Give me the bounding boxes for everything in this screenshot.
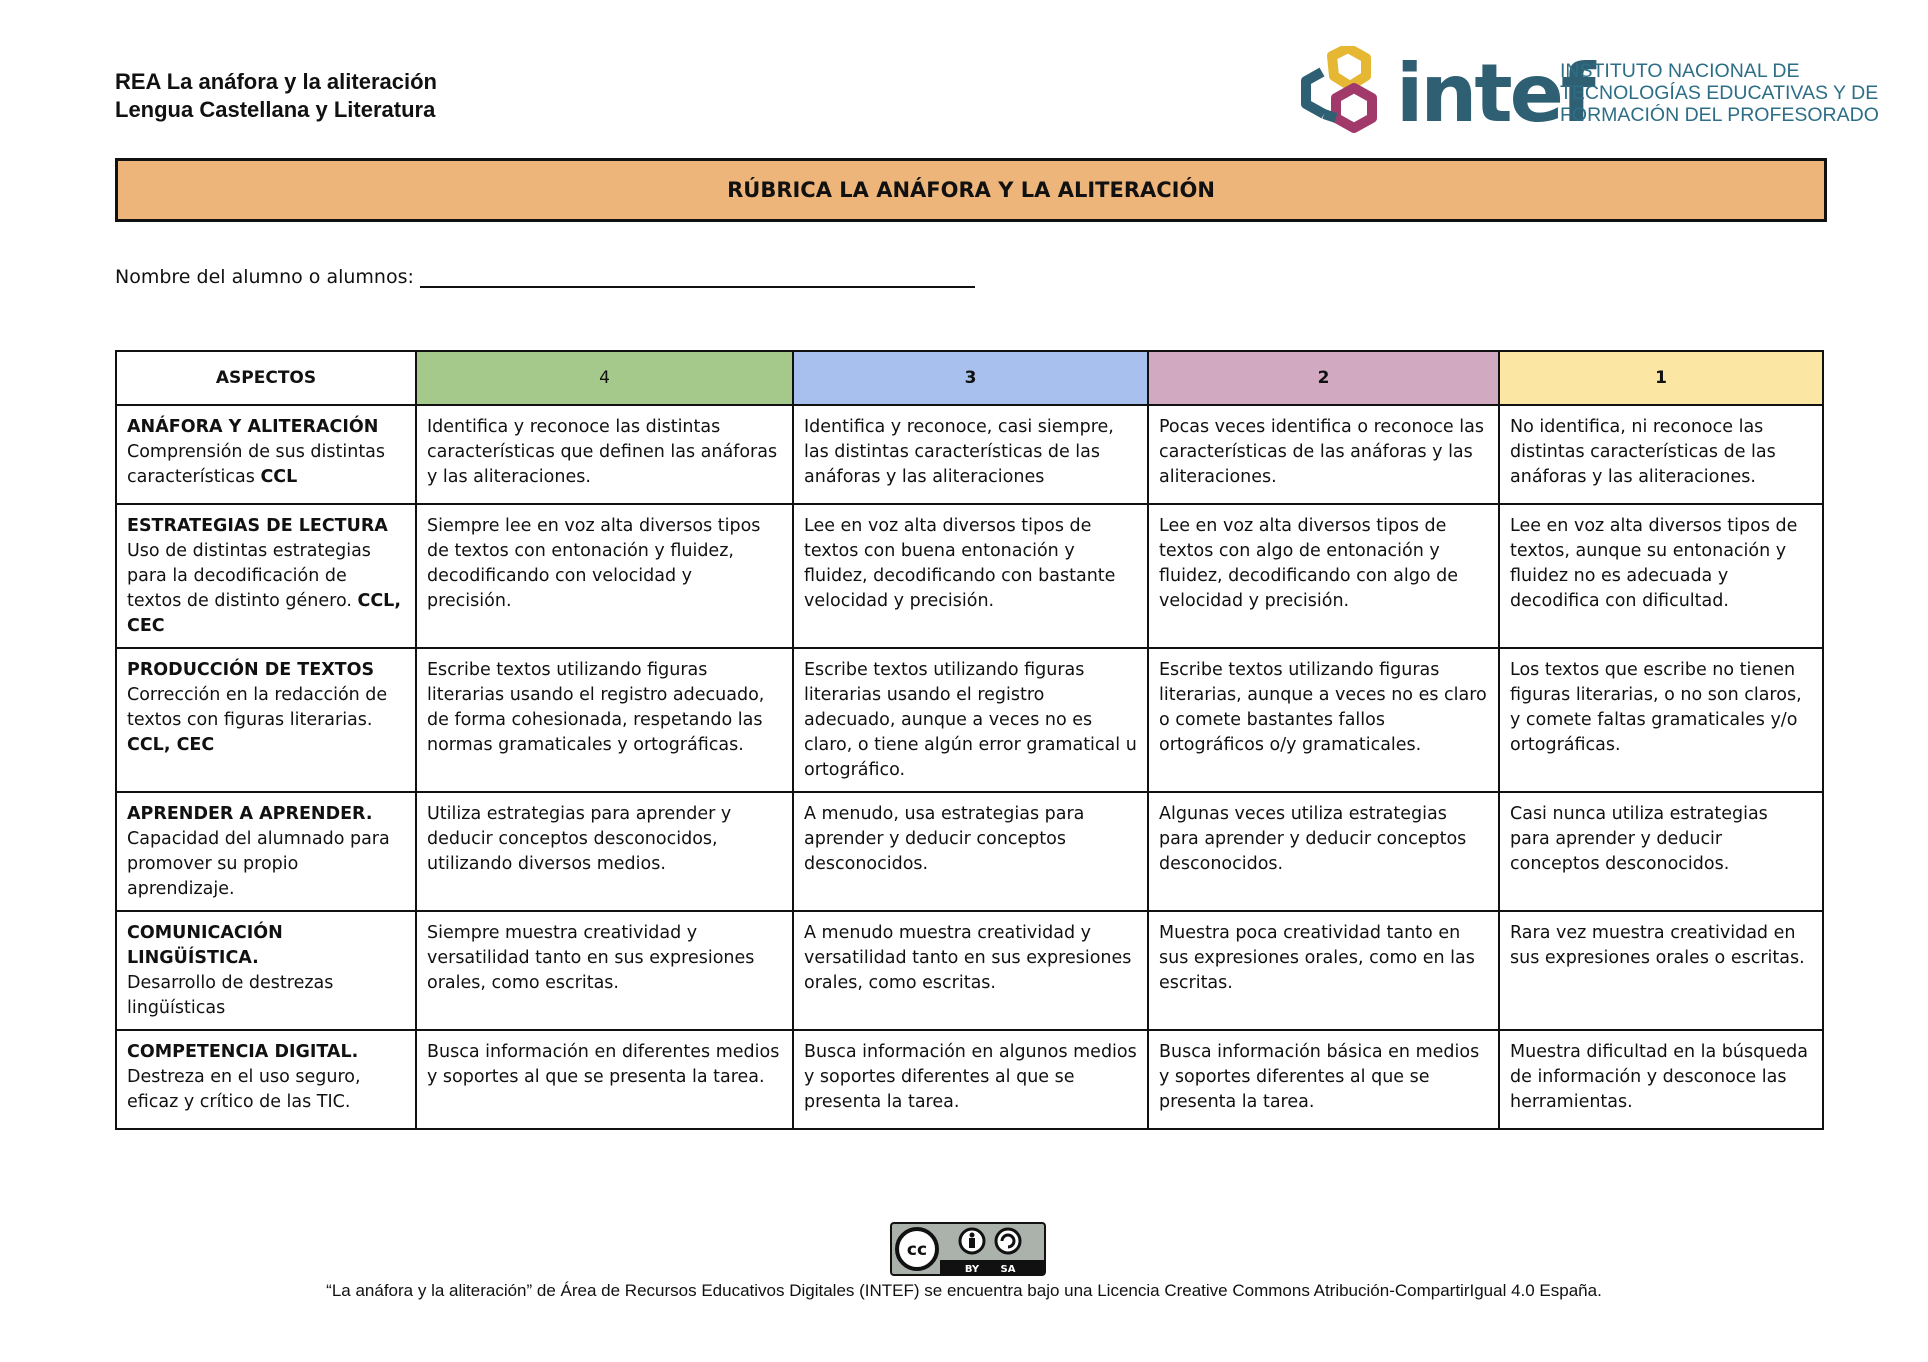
intef-line-2: TECNOLOGÍAS EDUCATIVAS Y DE xyxy=(1560,82,1879,104)
level-4-cell: Busca información en diferentes medios y soportes al que se presenta la tarea. xyxy=(416,1030,793,1129)
level-1-cell: Los textos que escribe no tienen figuras literarias, o no son claros, y comete faltas gramaticales y/o ortográficas. xyxy=(1499,648,1823,792)
aspect-competences: CCL, CEC xyxy=(127,591,401,636)
student-name-label: Nombre del alumno o alumnos: xyxy=(115,266,414,288)
level-2-cell: Lee en voz alta diversos tipos de textos con algo de entonación y fluidez, decodificando con algo de velocidad y precisión. xyxy=(1148,504,1499,648)
intef-institution-name xyxy=(1560,60,1879,126)
level-1-cell: Lee en voz alta diversos tipos de textos, aunque su entonación y fluidez no es adecuada y decodifica con dificultad. xyxy=(1499,504,1823,648)
header-level-2: 2 xyxy=(1148,351,1499,405)
level-2-cell: Pocas veces identifica o reconoce las características de las anáforas y las aliteraciones. xyxy=(1148,405,1499,504)
sa-share-alike-icon xyxy=(996,1229,1020,1253)
level-4-cell: Siempre lee en voz alta diversos tipos de textos con entonación y fluidez, decodificando con velocidad y precisión. xyxy=(416,504,793,648)
aspect-title: ANÁFORA Y ALITERACIÓN xyxy=(127,417,379,437)
aspect-cell xyxy=(116,648,416,792)
table-row xyxy=(116,792,1823,911)
rubric-title: RÚBRICA LA ANÁFORA Y LA ALITERACIÓN xyxy=(115,158,1827,222)
header-level-4: 4 xyxy=(416,351,793,405)
aspect-title: PRODUCCIÓN DE TEXTOS xyxy=(127,660,375,680)
intef-line-1: INSTITUTO NACIONAL DE xyxy=(1560,60,1800,82)
aspect-cell xyxy=(116,792,416,911)
level-2-cell: Algunas veces utiliza estrategias para aprender y deducir conceptos desconocidos. xyxy=(1148,792,1499,911)
level-3-cell: Escribe textos utilizando figuras literarias usando el registro adecuado, aunque a veces no es claro, o tiene algún error gramatical u ortográfico. xyxy=(793,648,1148,792)
header-aspectos: ASPECTOS xyxy=(116,351,416,405)
aspect-title: COMUNICACIÓN LINGÜÍSTICA. xyxy=(127,923,283,968)
level-2-cell: Busca información básica en medios y soportes diferentes al que se presenta la tarea. xyxy=(1148,1030,1499,1129)
aspect-title: APRENDER A APRENDER. xyxy=(127,804,373,824)
cc-by-sa-badge[interactable] xyxy=(890,1222,1046,1276)
aspect-description: Corrección en la redacción de textos con figuras literarias. xyxy=(127,685,388,730)
level-3-cell: Identifica y reconoce, casi siempre, las distintas características de las anáforas y las aliteraciones xyxy=(793,405,1148,504)
table-row xyxy=(116,504,1823,648)
header-title: REA La anáfora y la aliteración xyxy=(115,69,437,94)
table-row xyxy=(116,911,1823,1030)
level-3-cell: A menudo, usa estrategias para aprender y deducir conceptos desconocidos. xyxy=(793,792,1148,911)
table-row xyxy=(116,648,1823,792)
level-3-cell: A menudo muestra creatividad y versatilidad tanto en sus expresiones orales, como escritas. xyxy=(793,911,1148,1030)
student-name-blank xyxy=(420,264,975,288)
aspect-competences: CCL xyxy=(260,467,298,487)
intef-line-3: FORMACIÓN DEL PROFESORADO xyxy=(1560,104,1879,126)
document-header xyxy=(115,68,437,124)
cc-sa-label: SA xyxy=(1000,1264,1016,1275)
license-text: “La anáfora y la aliteración” de Área de Recursos Educativos Digitales (INTEF) se encuentra bajo una Licencia Creative Commons Atribución-CompartirIgual 4.0 España. xyxy=(326,1281,1602,1300)
aspect-title: COMPETENCIA DIGITAL. xyxy=(127,1042,359,1062)
cc-by-label: BY xyxy=(964,1264,980,1275)
aspect-cell xyxy=(116,1030,416,1129)
level-1-cell: Casi nunca utiliza estrategias para aprender y deducir conceptos desconocidos. xyxy=(1499,792,1823,911)
cc-icon-text: cc xyxy=(906,1240,928,1260)
aspect-cell xyxy=(116,405,416,504)
aspect-description: Capacidad del alumnado para promover su propio aprendizaje. xyxy=(127,829,390,899)
table-row xyxy=(116,405,1823,504)
level-1-cell: Rara vez muestra creatividad en sus expresiones orales o escritas. xyxy=(1499,911,1823,1030)
header-level-3: 3 xyxy=(793,351,1148,405)
level-4-cell: Escribe textos utilizando figuras literarias usando el registro adecuado, de forma cohesionada, respetando las normas gramaticales y ortográficas. xyxy=(416,648,793,792)
intef-logo-icon xyxy=(1288,46,1392,142)
aspect-description: Comprensión de sus distintas características xyxy=(127,442,386,487)
level-2-cell: Muestra poca creatividad tanto en sus expresiones orales, como en las escritas. xyxy=(1148,911,1499,1030)
level-3-cell: Busca información en algunos medios y soportes diferentes al que se presenta la tarea. xyxy=(793,1030,1148,1129)
header-subject: Lengua Castellana y Literatura xyxy=(115,97,436,122)
header-level-1: 1 xyxy=(1499,351,1823,405)
aspect-competences: CCL, CEC xyxy=(127,735,215,755)
level-2-cell: Escribe textos utilizando figuras literarias, aunque a veces no es claro o comete bastantes fallos ortográficos o/y gramaticales. xyxy=(1148,648,1499,792)
student-name-line xyxy=(115,264,975,288)
intef-wordmark: intef xyxy=(1396,47,1593,140)
level-3-cell: Lee en voz alta diversos tipos de textos con buena entonación y fluidez, decodificando con bastante velocidad y precisión. xyxy=(793,504,1148,648)
aspect-cell xyxy=(116,911,416,1030)
aspect-cell xyxy=(116,504,416,648)
aspect-description: Uso de distintas estrategias para la decodificación de textos de distinto género. xyxy=(127,541,371,611)
table-row xyxy=(116,1030,1823,1129)
level-1-cell: No identifica, ni reconoce las distintas características de las anáforas y las aliteraciones. xyxy=(1499,405,1823,504)
aspect-title: ESTRATEGIAS DE LECTURA xyxy=(127,516,388,536)
aspect-description: Destreza en el uso seguro, eficaz y crítico de las TIC. xyxy=(127,1067,361,1112)
level-4-cell: Utiliza estrategias para aprender y deducir conceptos desconocidos, utilizando diversos medios. xyxy=(416,792,793,911)
rubric-table xyxy=(115,350,1824,1130)
level-4-cell: Identifica y reconoce las distintas características que definen las anáforas y las aliteraciones. xyxy=(416,405,793,504)
rubric-header-row xyxy=(116,351,1823,405)
aspect-description: Desarrollo de destrezas lingüísticas xyxy=(127,973,334,1018)
intef-logo xyxy=(1288,46,1879,142)
level-4-cell: Siempre muestra creatividad y versatilidad tanto en sus expresiones orales, como escritas. xyxy=(416,911,793,1030)
level-1-cell: Muestra dificultad en la búsqueda de información y desconoce las herramientas. xyxy=(1499,1030,1823,1129)
